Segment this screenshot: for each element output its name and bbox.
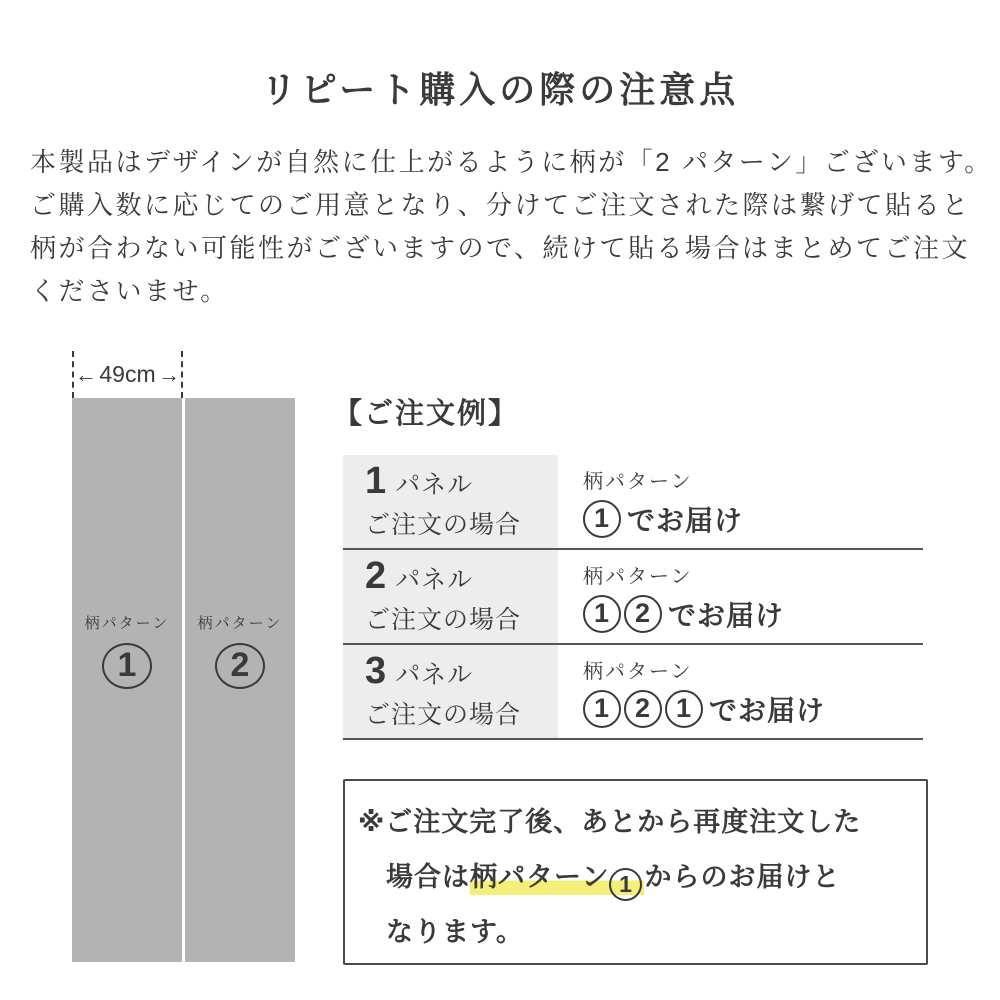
pattern-panel-2-label: 柄パターン (197, 614, 283, 632)
panel-count: 2 (365, 555, 388, 597)
order-case-label: ご注文の場合 (365, 511, 522, 539)
circled-number-2-icon: 2 (624, 690, 662, 728)
note-text-line3: なります。 (386, 917, 524, 947)
width-measure (72, 351, 183, 398)
intro-line: くださいませ。 (30, 276, 229, 306)
circled-number-1-icon: 1 (665, 690, 703, 728)
intro-line: 本製品はデザインが自然に仕上がるように柄が「2 パターン」ございます。 (30, 147, 993, 177)
arrow-left-icon: ← (75, 361, 97, 387)
panel-unit: パネル (395, 566, 474, 594)
order-example-table (343, 455, 923, 740)
width-label: 49cm (99, 361, 156, 387)
delivery-pattern-cell (558, 455, 923, 548)
panel-count: 1 (365, 460, 388, 502)
order-qty-cell (343, 645, 558, 738)
note-text-line2-pre: 場合は (386, 862, 470, 892)
pattern-panel-1 (72, 398, 182, 962)
delivery-text: でお届け (627, 504, 744, 536)
order-example-heading: 【ご注文例】 (333, 398, 520, 430)
note-text-line2-post: からのお届けと (644, 862, 841, 892)
note-marker: ※ (358, 807, 386, 837)
order-case-label: ご注文の場合 (365, 606, 522, 634)
circled-number-2-icon: 2 (215, 643, 265, 689)
circled-number-1-icon: 1 (609, 868, 642, 901)
panel-unit: パネル (395, 661, 474, 689)
note-text-line1: ご注文完了後、あとから再度注文した (385, 807, 862, 837)
circled-number-1-icon: 1 (583, 595, 621, 633)
circled-number-1-icon: 1 (583, 500, 621, 538)
panel-unit: パネル (395, 471, 474, 499)
order-qty-cell (343, 550, 558, 643)
intro-paragraph (30, 141, 993, 313)
delivery-pattern-cell (558, 645, 923, 738)
circled-number-1-icon: 1 (102, 643, 152, 689)
panel-count: 3 (365, 650, 388, 692)
highlighted-pattern-text (470, 862, 644, 896)
order-case-label: ご注文の場合 (365, 701, 522, 729)
page-title: リピート購入の際の注意点 (260, 69, 740, 110)
circled-number-1-icon: 1 (583, 690, 621, 728)
delivery-text: でお届け (709, 694, 826, 726)
note-highlight-text: 柄パターン (470, 862, 610, 892)
pattern-label: 柄パターン (583, 660, 693, 683)
pattern-label: 柄パターン (583, 470, 693, 493)
panel-diagram (72, 398, 295, 962)
pattern-panel-1-label: 柄パターン (84, 614, 170, 632)
order-qty-cell (343, 455, 558, 548)
pattern-panel-2 (185, 398, 295, 962)
delivery-pattern-cell (558, 550, 923, 643)
delivery-text: でお届け (668, 599, 785, 631)
table-row-2-panel (343, 550, 923, 645)
table-row-3-panel (343, 645, 923, 740)
circled-number-2-icon: 2 (624, 595, 662, 633)
note-box (343, 779, 928, 965)
table-row-1-panel (343, 455, 923, 550)
pattern-label: 柄パターン (583, 565, 693, 588)
intro-line: 柄が合わない可能性がございますので、続けて貼る場合はまとめてご注文 (30, 233, 970, 263)
intro-line: ご購入数に応じてのご用意となり、分けてご注文された際は繋げて貼ると (30, 190, 971, 220)
arrow-right-icon: → (158, 361, 180, 387)
